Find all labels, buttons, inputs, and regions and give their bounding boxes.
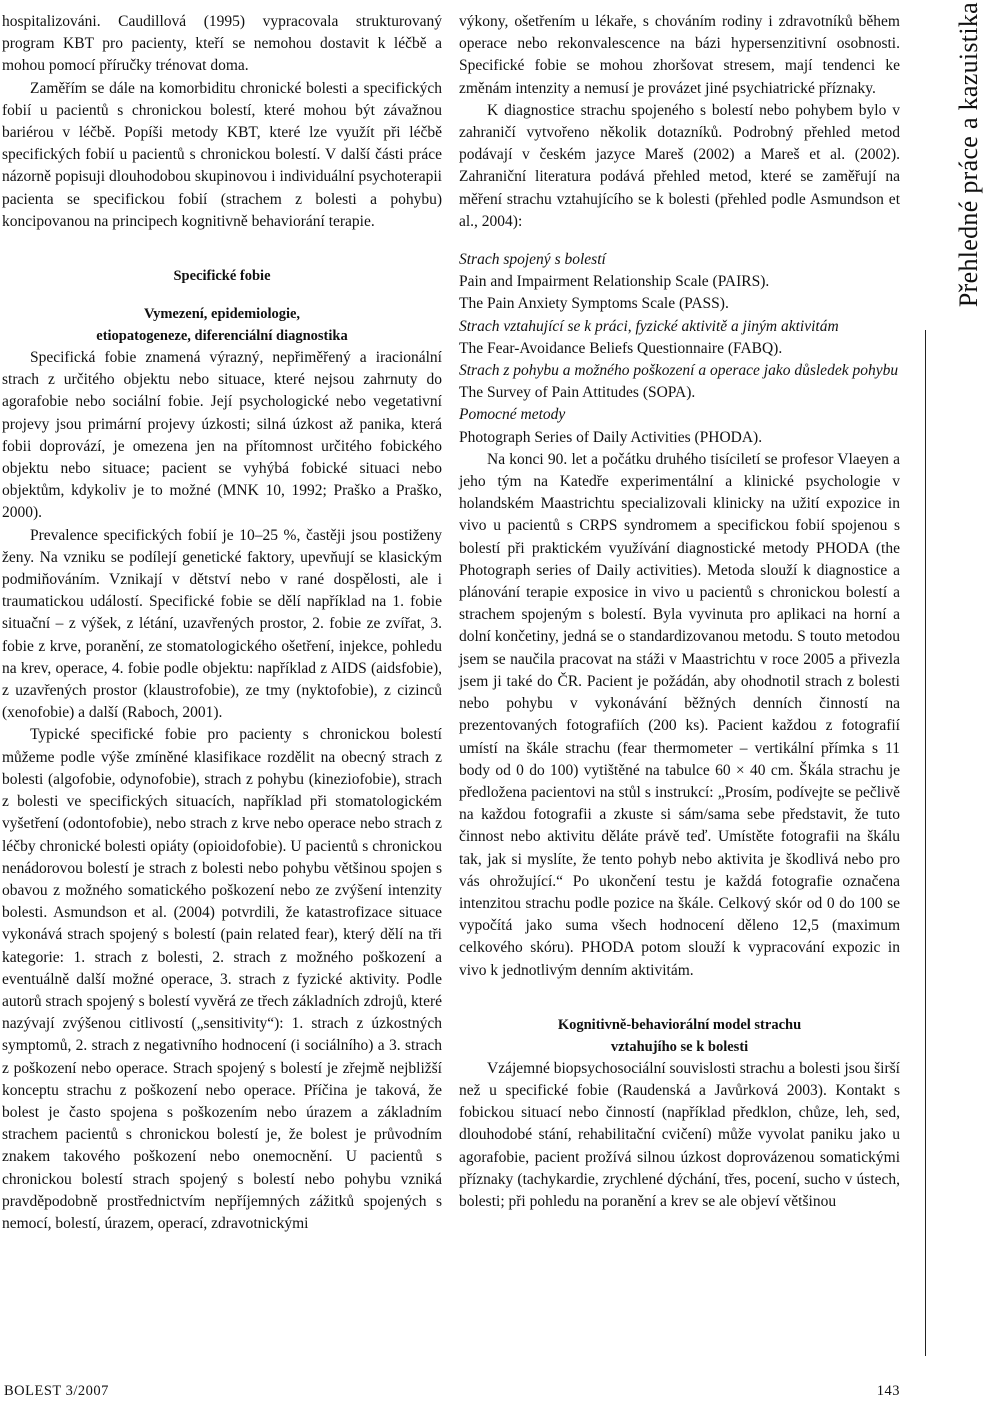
list-item: Pomocné metody: [459, 406, 566, 424]
section-title-text: Přehledné práce a kazuistika: [954, 2, 983, 308]
left-paragraph-1: hospitalizováni. Caudillová (1995) vypracovala strukturovaný program KBT pro pacienty, kteří se nemohou dostavit k léčbě a mohou pomocí příručky trénovat doma.: [2, 13, 442, 75]
left-paragraph-5: Typické specifické fobie pro pacienty s chronickou bolestí můžeme podle výše zmíněné klasifikace rozdělit na obecný strach z bolesti (algofobie, odynofobie), strach z pohybu (kineziofobie), strach z bolesti ve specifických situacích, například při stomatologickém vyšetření (odontofobie), nebo strach z krve nebo operace nebo strach z léčby chronické bolesti opiáty (opioidofobie). U pacientů s chronickou nenádorovou bolestí je strach z bolesti nebo pohybu většinou spojen s obavou z možného somatického poškození nebo ze zvýšení intenzity bolesti. Asmundson et al. (2004) potvrdili, že katastrofizace situace vykonává strach spojený s bolestí (pain related fear), který dělí na tři kategorie: 1. strach z bolesti, 2. strach z možného poškození a eventuálně další možné operace, 3. strach z fyzické aktivity. Podle autorů strach spojený s bolestí vyvěrá ze třech základních zdrojů, které nazývají zvýšenou citlivostí („sensitivity“): 1. strach z úzkostných symptomů, 2. strach z negativního hodnocení (i sociálního) a 3. strach z poškození nebo operace. Strach spojený s bolestí je zřejmě nejbližší konceptu strachu z poškození nebo operace. Příčina je taková, že bolest je často spojena s poškozením nebo úrazem a základním strachem pacientů s chronickou bolestí je, že bolest je průvodním znakem takového poškození nebo onemocnění. U pacientů s chronickou bolestí strach spojený s bolestí nebo pohybu vzniká pravděpodobně prostřednictvím nepříjemných zážitků spojených s nemocí, bolestí, úrazem, operací, zdravotnickými: [2, 726, 442, 1232]
left-column: [2, 11, 442, 1235]
list-item: The Pain Anxiety Symptoms Scale (PASS).: [459, 295, 729, 313]
right-paragraph-4: Vzájemné biopsychosociální souvislosti strachu a bolesti jsou širší než u specifické fobie (Raudenská a Javůrková 2003). Kontakt s fobickou situací nebo činností (například předklon, chůze, leh, sed, dlouhodobé stání, rehabilitační cvičení) může vyvolat paniku jako u agorafobie, pacient prožívá silnou úzkost doprovázenou somatickými příznaky (tachykardie, zrychlené dýchání, třes, pocení, sucho v ústech, bolesti; při pohledu na poranění a krev se ale objeví většinou: [459, 1059, 900, 1210]
list-item: Pain and Impairment Relationship Scale (PAIRS).: [459, 273, 770, 291]
right-paragraph-3: Na konci 90. let a počátku druhého tisíciletí se profesor Vlaeyen a jeho tým na Katedře experimentální a klinické psychologie v holandském Maastrichtu specializovali klinicky na užití expozice in vivo u pacientů s CRPS syndromem a specifickou fobií spojenou s bolestí při praktickém využívání diagnostické metody PHODA (the Photograph series of Daily activities). Metoda slouží k diagnostice a plánování terapie exposice in vivo u pacientů s chronickou bolestí a strachem spojeným s bolestí. Byla vyvinuta pro aplikaci na horní a dolní končetiny, jedná se o standardizovanou metodu. S touto metodou jsem se naučila pracovat na stáži v Maastrichtu v roce 2005 a přivezla jsem ji také do ČR. Pacient je požádán, aby ohodnotil strach z bolesti nebo pohybu v vykonávání běžných denních činností na prezentovaných fotografiích (200 ks). Pacient každou z fotografií umístí na škále strachu (fear thermometer – vertikální přímka s 11 body od 0 do 100) vytištěné na tabulce 60 × 40 cm. Škála strachu je předložena pacientovi na stůl s instrukcí: „Prosím, podívejte se pečlivě na každou fotografii a zkuste si sám/sama sebe představit, že tuto činnost nebo aktivitu děláte právě teď. Umístěte fotografii na škálu tak, jak si myslíte, že tento pohyb nebo aktivita je škodlivá nebo pro vás ohrožující.“ Po ukončení testu je každá fotografie označena intenzitou strachu podle pozice na škále. Celkový skór od 0 do 100 se vypočítá jako suma všech hodnocení děleno 12,5 (maximum celkového skóru). PHODA potom slouží k vypracování expozic in vivo k jednotlivým denním aktivitám.: [459, 450, 900, 979]
journal-footer: BOLEST 3/2007: [4, 1383, 109, 1399]
right-column: [459, 11, 900, 1213]
list-item: The Survey of Pain Attitudes (SOPA).: [459, 384, 696, 402]
section-heading-cbt-model-line-2: vztahujího se k bolesti: [610, 1038, 749, 1055]
section-title-vertical: [915, 0, 983, 330]
subsection-heading-line-2: etiopatogeneze, diferenciální diagnostika: [96, 328, 348, 345]
vertical-divider: [925, 330, 926, 1356]
list-item: Strach vztahující se k práci, fyzické aktivitě a jiným aktivitám: [459, 317, 839, 335]
list-item: Photograph Series of Daily Activities (PHODA).: [459, 428, 763, 446]
list-item: The Fear-Avoidance Beliefs Questionnaire (FABQ).: [459, 339, 783, 357]
left-paragraph-2: Zaměřím se dále na komorbiditu chronické bolesti a specifických fobií u pacientů s chronickou bolestí, které mohou být závažnou bariérou v léčbě. Popíši metody KBT, které lze využít při léčbě specifických fobií u pacientů s chronickou bolestí. V další části práce názorně popisuji dlouhodobou skupinovou i individuální psychoterapii pacienta se specifickou fobií (strachem z bolesti a pohybu) koncipovanou na principech kognitivně behaviorání terapie.: [2, 79, 442, 230]
page-number: 143: [876, 1383, 900, 1399]
left-paragraph-3: Specifická fobie znamená výrazný, nepřiměřený a iracionální strach z určitého objektu nebo situace, které nejsou zahrnuty do agorafobie nebo sociální fobie. Její psychologické nebo vegetativní projevy jsou primární projevy úzkosti; silná úzkost až panika, která fobii doprovází, je omezena jen na přítomnost určitého fobického objektu nebo situace; pacient se vyhýbá fobické situaci nebo objektům, kdykoliv je to možné (MNK 10, 1992; Praško a Praško, 2000).: [2, 349, 442, 522]
list-item: Strach z pohybu a možného poškození a operace jako důsledek pohybu: [459, 362, 899, 380]
section-heading-specific-phobias: Specifické fobie: [173, 268, 271, 285]
left-paragraph-4: Prevalence specifických fobií je 10–25 %, častěji jsou postiženy ženy. Na vzniku se podílejí genetické faktory, upevňují se klasickým podmiňováním. Vznikají v dětství nebo v rané dospělosti, ale i traumatickou událostí. Specifické fobie se dělí například na 1. fobie situační – z výšek, z létání, uzavřených prostor, 2. fobie ze zvířat, 3. fobie z krve, poranění, ze stomatologického ošetření, injekce, pohledu na krev, operace, 4. fobie podle objektu: například z AIDS (aidsfobie), z uzavřených prostor (klaustrofobie), ze tmy (nyktofobie), z cizinců (xenofobie) a další (Raboch, 2001).: [2, 526, 442, 722]
right-paragraph-2: K diagnostice strachu spojeného s bolestí nebo pohybem bylo v zahraničí vytvořeno několik dotazníků. Podrobný přehled metod podávají v českém jazyce Mareš (2002) a Mareš et al. (2002). Zahraniční literatura podává přehled metod, které se zaměřují na měření strachu vztahujícího se k bolesti (přehled podle Asmundson et al., 2004):: [459, 101, 900, 230]
list-item: Strach spojený s bolestí: [459, 251, 606, 269]
subsection-heading-line-1: Vymezení, epidemiologie,: [143, 306, 301, 323]
section-heading-cbt-model-line-1: Kognitivně-behaviorální model strachu: [557, 1016, 802, 1033]
right-paragraph-1: výkony, ošetřením u lékaře, s chováním rodiny i zdravotníků během operace nebo rekonvalescence na bázi hypersenzitivní osobnosti. Specifické fobie se mohou zhoršovat stresem, mají tendenci ke změnám intenzity a nemusí je provázet jiné psychiatrické příznaky.: [459, 13, 900, 97]
method-list: [459, 249, 900, 449]
